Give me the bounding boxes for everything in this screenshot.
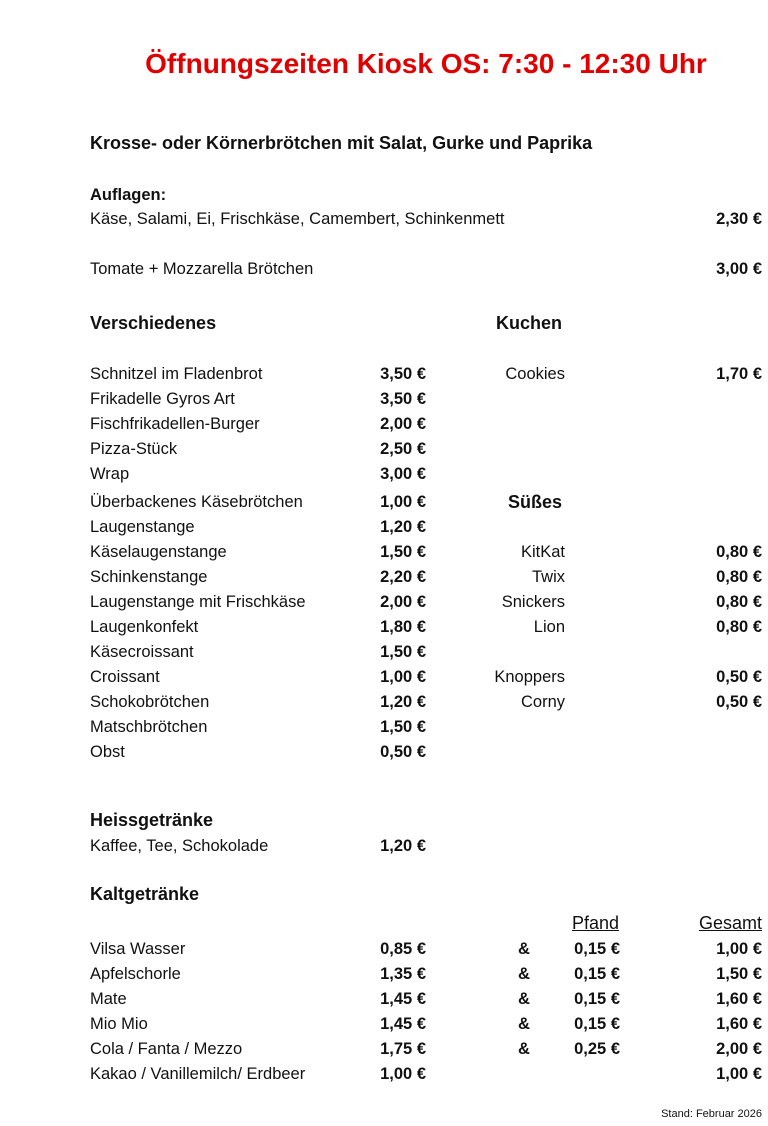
suesses-item-price: 0,50 € bbox=[716, 668, 762, 686]
kaltgetraenke-item-gesamt: 1,00 € bbox=[716, 1065, 762, 1083]
verschiedenes-item-price: 3,50 € bbox=[380, 365, 426, 383]
suesses-item-name: Knoppers bbox=[494, 668, 565, 686]
auflagen-price: 2,30 € bbox=[716, 210, 762, 228]
heissgetraenke-item-price: 1,20 € bbox=[380, 837, 426, 855]
verschiedenes-item-name: Schokobrötchen bbox=[90, 693, 210, 711]
heissgetraenke-heading: Heissgetränke bbox=[90, 810, 214, 830]
verschiedenes-item-price: 1,20 € bbox=[380, 518, 426, 536]
verschiedenes-item-name: Laugenkonfekt bbox=[90, 618, 199, 636]
verschiedenes-item-price: 2,20 € bbox=[380, 568, 426, 586]
verschiedenes-item-name: Käselaugenstange bbox=[90, 543, 227, 561]
kaltgetraenke-heading: Kaltgetränke bbox=[90, 884, 200, 904]
ampersand: & bbox=[518, 990, 530, 1008]
kaltgetraenke-item-pfand: 0,15 € bbox=[574, 990, 620, 1008]
suesses-item-price: 0,80 € bbox=[716, 543, 762, 561]
suesses-item-name: Lion bbox=[533, 618, 565, 636]
suesses-item-name: Twix bbox=[532, 568, 565, 586]
ampersand: & bbox=[518, 1015, 530, 1033]
verschiedenes-item-name: Obst bbox=[90, 743, 125, 761]
gesamt-column-header: Gesamt bbox=[698, 913, 762, 933]
tomate-label: Tomate + Mozzarella Brötchen bbox=[90, 260, 314, 278]
verschiedenes-item-price: 1,80 € bbox=[380, 618, 426, 636]
verschiedenes-item-name: Wrap bbox=[90, 465, 130, 483]
kaltgetraenke-item-price: 1,00 € bbox=[380, 1065, 426, 1083]
kaltgetraenke-item-price: 1,45 € bbox=[380, 1015, 426, 1033]
verschiedenes-item-name: Käsecroissant bbox=[90, 643, 194, 661]
verschiedenes-item-name: Überbackenes Käsebrötchen bbox=[90, 493, 303, 511]
pfand-column-header: Pfand bbox=[572, 913, 620, 933]
verschiedenes-item-price: 1,20 € bbox=[380, 693, 426, 711]
verschiedenes-item-name: Fischfrikadellen-Burger bbox=[90, 415, 260, 433]
kaltgetraenke-item-pfand: 0,25 € bbox=[574, 1040, 620, 1058]
ampersand: & bbox=[518, 1040, 530, 1058]
verschiedenes-item-name: Laugenstange bbox=[90, 518, 195, 536]
kaltgetraenke-item-gesamt: 1,60 € bbox=[716, 990, 762, 1008]
verschiedenes-item-name: Matschbrötchen bbox=[90, 718, 208, 736]
kaltgetraenke-item-pfand: 0,15 € bbox=[574, 965, 620, 983]
kaltgetraenke-item-name: Mate bbox=[90, 990, 127, 1008]
suesses-item-price: 0,50 € bbox=[716, 693, 762, 711]
kaltgetraenke-item-name: Kakao / Vanillemilch/ Erdbeer bbox=[90, 1065, 306, 1083]
verschiedenes-item-price: 3,50 € bbox=[380, 390, 426, 408]
verschiedenes-item-price: 2,00 € bbox=[380, 415, 426, 433]
verschiedenes-item-price: 2,00 € bbox=[380, 593, 426, 611]
suesses-item-name: Corny bbox=[520, 693, 565, 711]
kuchen-item-name: Cookies bbox=[505, 365, 565, 383]
kaltgetraenke-item-gesamt: 1,60 € bbox=[716, 1015, 762, 1033]
verschiedenes-item-price: 0,50 € bbox=[380, 743, 426, 761]
kaltgetraenke-item-gesamt: 2,00 € bbox=[716, 1040, 762, 1058]
verschiedenes-heading: Verschiedenes bbox=[90, 313, 217, 333]
verschiedenes-item-price: 1,00 € bbox=[380, 493, 426, 511]
verschiedenes-item-price: 3,00 € bbox=[380, 465, 426, 483]
kuchen-item-price: 1,70 € bbox=[716, 365, 762, 383]
kaltgetraenke-item-price: 0,85 € bbox=[380, 940, 426, 958]
suesses-item-price: 0,80 € bbox=[716, 568, 762, 586]
tomate-price: 3,00 € bbox=[716, 260, 762, 278]
suesses-item-name: Snickers bbox=[501, 593, 565, 611]
kaltgetraenke-item-name: Cola / Fanta / Mezzo bbox=[90, 1040, 243, 1058]
kaltgetraenke-item-price: 1,45 € bbox=[380, 990, 426, 1008]
verschiedenes-item-price: 1,50 € bbox=[380, 643, 426, 661]
auflagen-items: Käse, Salami, Ei, Frischkäse, Camembert, Schinkenmett bbox=[90, 210, 505, 228]
kaltgetraenke-item-gesamt: 1,00 € bbox=[716, 940, 762, 958]
heissgetraenke-item-name: Kaffee, Tee, Schokolade bbox=[90, 837, 269, 855]
suesses-heading: Süßes bbox=[508, 492, 563, 512]
verschiedenes-item-price: 1,00 € bbox=[380, 668, 426, 686]
verschiedenes-item-name: Frikadelle Gyros Art bbox=[90, 390, 235, 408]
kaltgetraenke-item-gesamt: 1,50 € bbox=[716, 965, 762, 983]
auflagen-label: Auflagen: bbox=[90, 186, 167, 204]
suesses-item-name: KitKat bbox=[520, 543, 565, 561]
verschiedenes-item-name: Laugenstange mit Frischkäse bbox=[90, 593, 306, 611]
footer-stand: Stand: Februar 2026 bbox=[661, 1108, 762, 1120]
kaltgetraenke-item-price: 1,75 € bbox=[380, 1040, 426, 1058]
suesses-item-price: 0,80 € bbox=[716, 618, 762, 636]
kaltgetraenke-item-name: Vilsa Wasser bbox=[90, 940, 186, 958]
broetchen-heading: Krosse- oder Körnerbrötchen mit Salat, Gurke und Paprika bbox=[90, 133, 593, 153]
ampersand: & bbox=[518, 965, 530, 983]
verschiedenes-item-name: Pizza-Stück bbox=[90, 440, 178, 458]
kaltgetraenke-item-price: 1,35 € bbox=[380, 965, 426, 983]
verschiedenes-item-price: 1,50 € bbox=[380, 718, 426, 736]
page-title: Öffnungszeiten Kiosk OS: 7:30 - 12:30 Uhr bbox=[145, 48, 707, 79]
suesses-item-price: 0,80 € bbox=[716, 593, 762, 611]
kaltgetraenke-item-pfand: 0,15 € bbox=[574, 940, 620, 958]
ampersand: & bbox=[518, 940, 530, 958]
verschiedenes-item-price: 1,50 € bbox=[380, 543, 426, 561]
verschiedenes-item-price: 2,50 € bbox=[380, 440, 426, 458]
verschiedenes-item-name: Croissant bbox=[90, 668, 160, 686]
kaltgetraenke-item-name: Mio Mio bbox=[90, 1015, 148, 1033]
verschiedenes-item-name: Schinkenstange bbox=[90, 568, 208, 586]
kuchen-heading: Kuchen bbox=[496, 313, 563, 333]
kaltgetraenke-item-name: Apfelschorle bbox=[90, 965, 181, 983]
kaltgetraenke-item-pfand: 0,15 € bbox=[574, 1015, 620, 1033]
verschiedenes-item-name: Schnitzel im Fladenbrot bbox=[90, 365, 263, 383]
